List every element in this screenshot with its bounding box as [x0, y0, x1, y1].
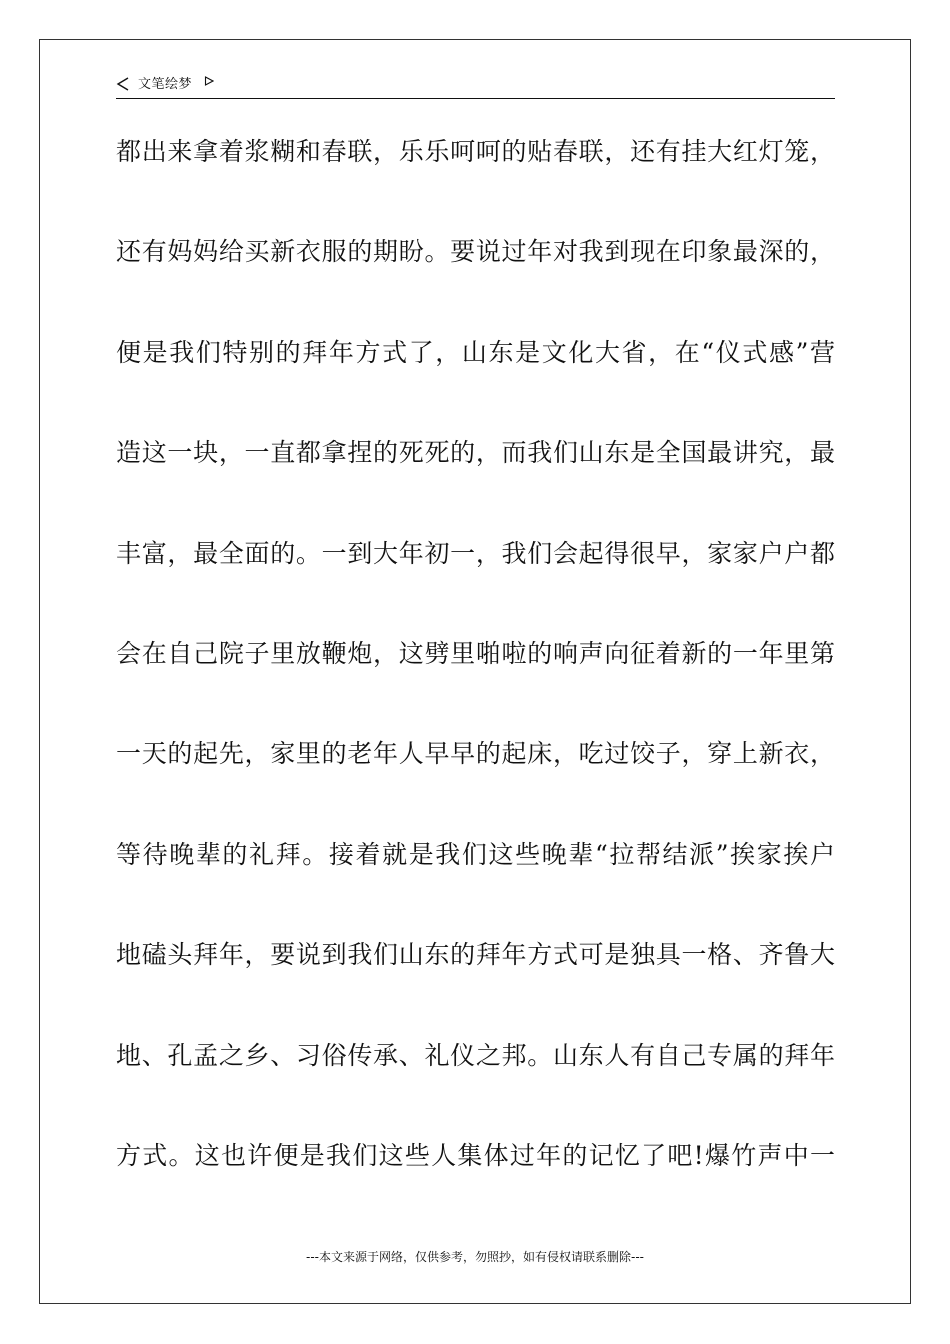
- header-brand: 文笔绘梦: [138, 77, 193, 92]
- text-line: 等待晚辈的礼拜。接着就是我们这些晚辈“拉帮结派”挨家挨户: [116, 839, 835, 869]
- right-triangle-icon: [204, 76, 214, 86]
- text-line: 还有妈妈给买新衣服的期盼。要说过年对我到现在印象最深的，: [116, 237, 835, 267]
- page-header: [116, 72, 835, 99]
- footer-disclaimer: ---本文来源于网络，仅供参考，勿照抄，如有侵权请联系删除---: [306, 1250, 644, 1264]
- text-line: 地磕头拜年，要说到我们山东的拜年方式可是独具一格、齐鲁大: [116, 940, 835, 970]
- text-line: 造这一块，一直都拿捏的死死的，而我们山东是全国最讲究，最: [116, 438, 835, 468]
- body-text: [116, 126, 835, 1230]
- left-triangle-icon: [116, 77, 130, 91]
- text-line: 方式。这也许便是我们这些人集体过年的记忆了吧!爆竹声中一: [116, 1140, 835, 1170]
- text-line: 会在自己院子里放鞭炮，这劈里啪啦的响声向征着新的一年里第: [116, 638, 835, 668]
- text-line: 地、孔孟之乡、习俗传承、礼仪之邦。山东人有自己专属的拜年: [116, 1040, 835, 1070]
- text-line: 便是我们特别的拜年方式了，山东是文化大省，在“仪式感”营: [116, 337, 835, 367]
- text-line: 都出来拿着浆糊和春联，乐乐呵呵的贴春联，还有挂大红灯笼，: [116, 137, 835, 166]
- text-line: 丰富，最全面的。一到大年初一，我们会起得很早，家家户户都: [116, 538, 835, 568]
- text-line: 一天的起先，家里的老年人早早的起床，吃过饺子，穿上新衣，: [116, 739, 835, 769]
